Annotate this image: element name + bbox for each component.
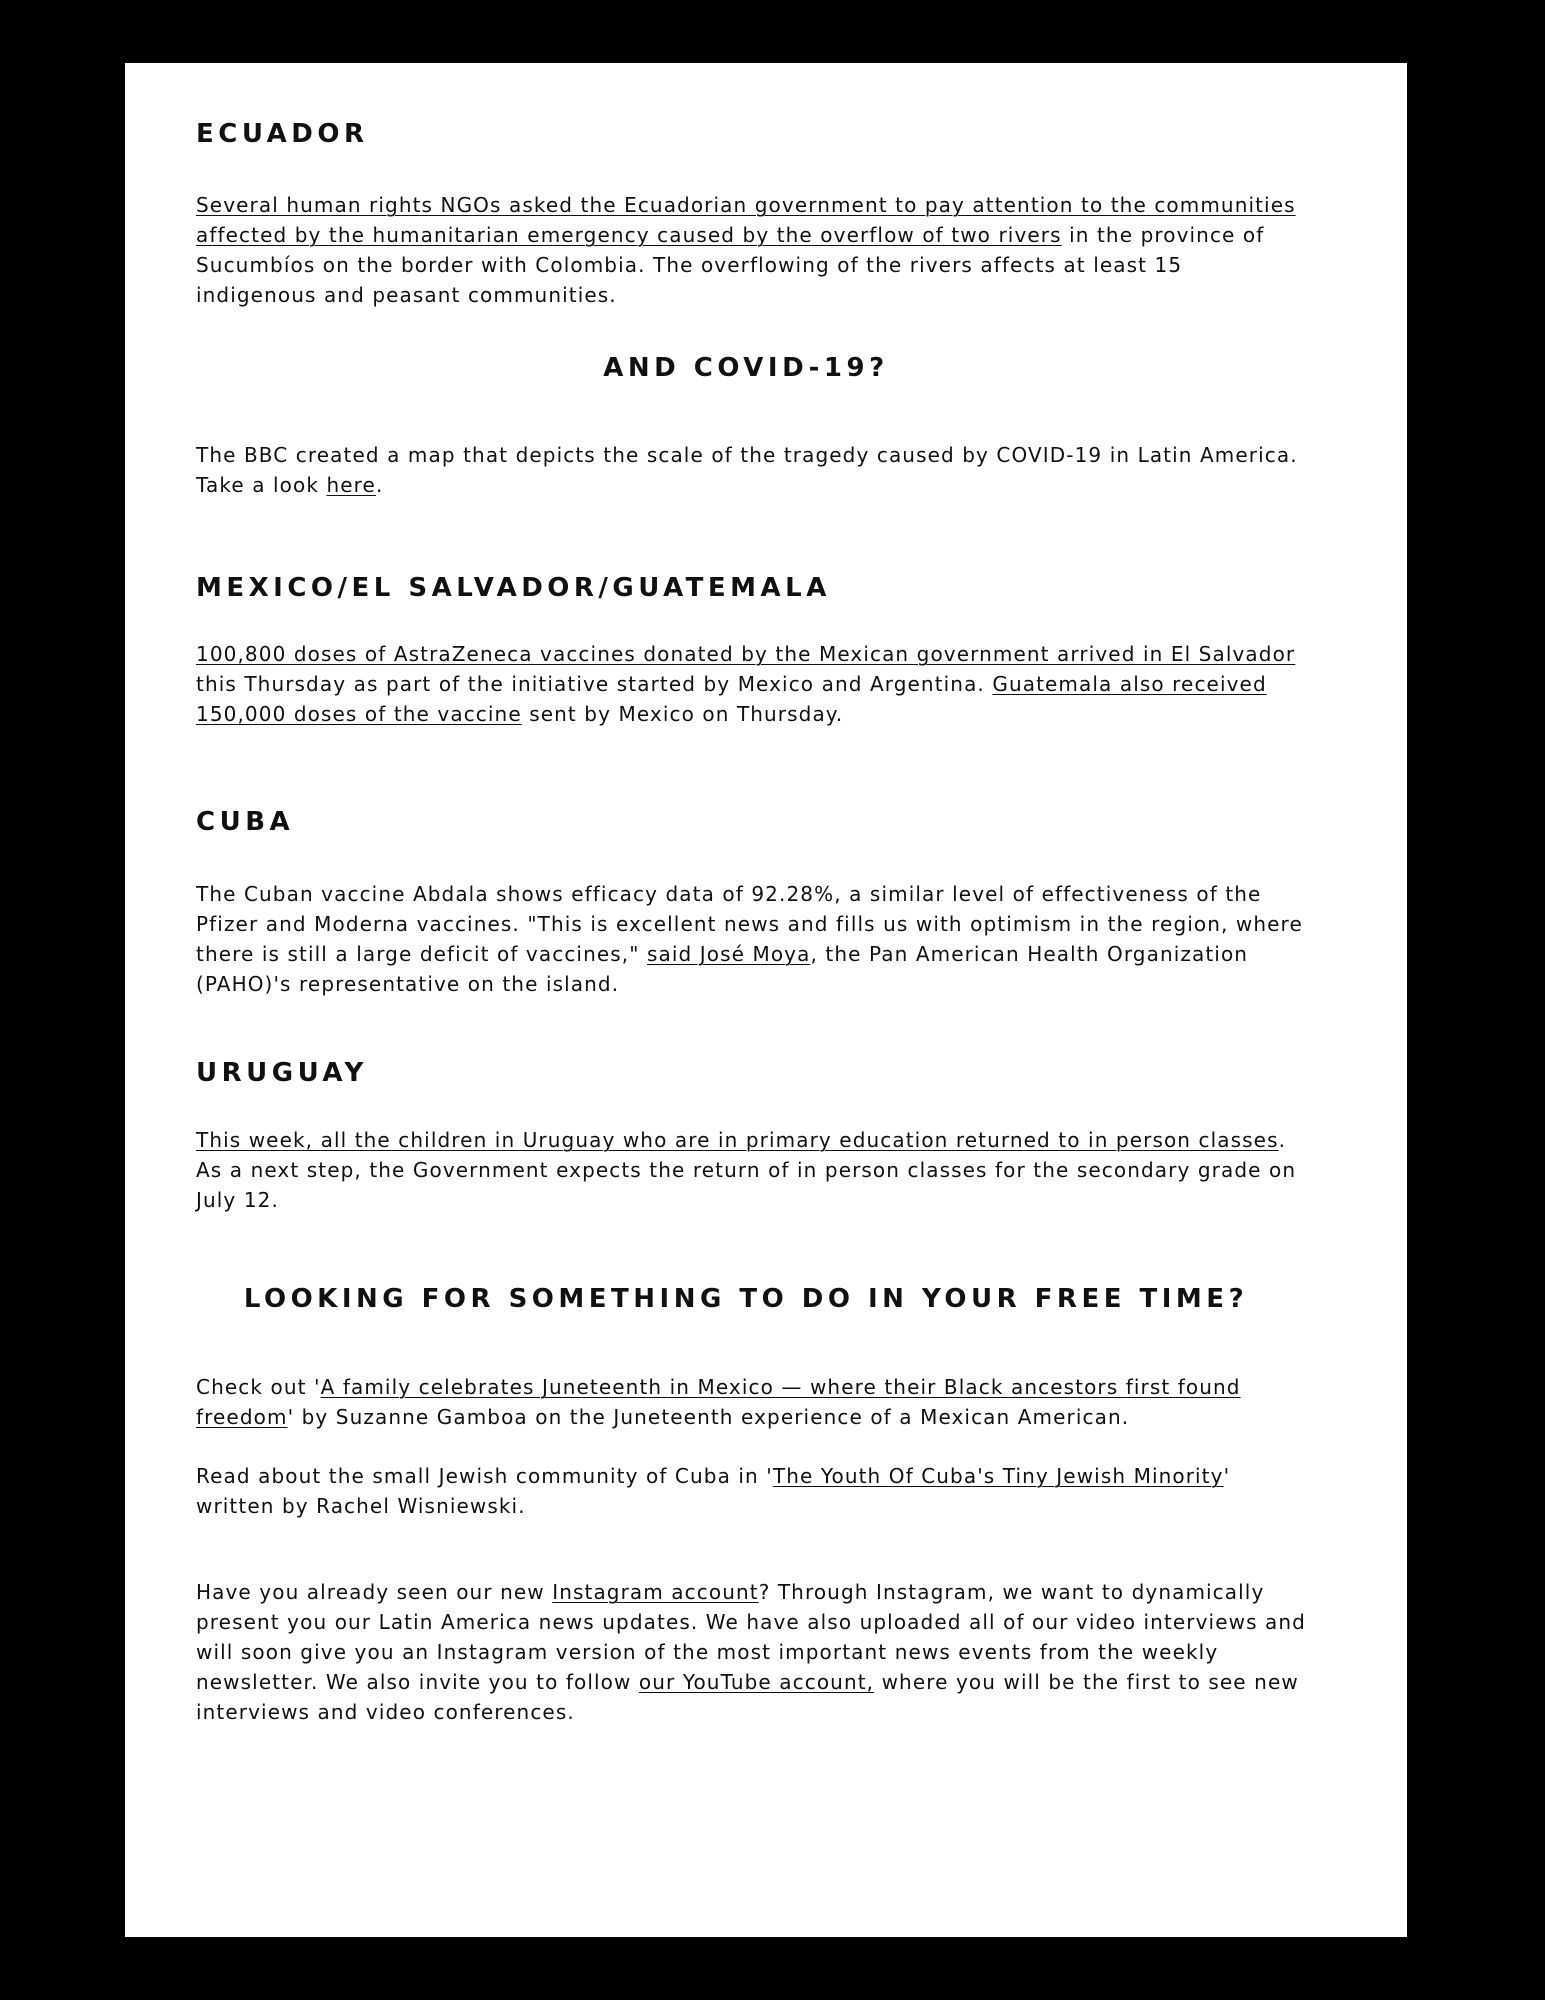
paragraph-mexico-end: sent by Mexico on Thursday. [521, 702, 844, 726]
link-youtube-account[interactable]: our YouTube account, [638, 1670, 875, 1694]
paragraph-covid-end: . [375, 473, 384, 497]
link-guatemala-doses[interactable]: Guatemala also received 150,000 doses of the vaccine [196, 672, 1267, 726]
paragraph-social-middle: ? Through Instagram, we want to dynamically present you our Latin America news updates. We have also uploaded all of our video interviews and will soon give you an Instagram version of the most important news events from the weekly newsletter. We also invite you to follow [196, 1580, 1306, 1694]
section-heading-ecuador: ECUADOR [196, 119, 369, 149]
paragraph-social [196, 1577, 1306, 1727]
link-jewish-cuba-article[interactable]: The Youth Of Cuba's Tiny Jewish Minority [772, 1464, 1224, 1488]
paragraph-ecuador-text: in the province of Sucumbíos on the border with Colombia. The overflowing of the rivers affects at least 15 indigenous and peasant communities. [196, 223, 1265, 307]
paragraph-covid-text: The BBC created a map that depicts the scale of the tragedy caused by COVID-19 in Latin America. Take a look [196, 443, 1298, 497]
link-ecuador-ngos[interactable]: Several human rights NGOs asked the Ecuadorian government to pay attention to the communities affected by the humanitarian emergency caused by the overflow of two rivers [196, 193, 1296, 247]
document-page [125, 63, 1407, 1937]
paragraph-social-end: where you will be the first to see new interviews and video conferences. [196, 1670, 1299, 1724]
paragraph-jewish-cuba [196, 1461, 1306, 1521]
paragraph-juneteenth-text: Check out ' [196, 1375, 321, 1399]
paragraph-juneteenth-end: ' by Suzanne Gamboa on the Juneteenth experience of a Mexican American. [287, 1405, 1130, 1429]
section-heading-uruguay: URUGUAY [196, 1058, 368, 1088]
link-uruguay-classes[interactable]: This week, all the children in Uruguay who are in primary education returned to in person classes [196, 1128, 1279, 1152]
paragraph-juneteenth [196, 1372, 1306, 1432]
section-heading-mexico: MEXICO/EL SALVADOR/GUATEMALA [196, 573, 831, 603]
link-astrazeneca-el-salvador[interactable]: 100,800 doses of AstraZeneca vaccines donated by the Mexican government arrived in El Salvador [196, 642, 1296, 666]
paragraph-cuba-end: , the Pan American Health Organization (PAHO)'s representative on the island. [196, 942, 1249, 996]
paragraph-jewish-cuba-end: ' written by Rachel Wisniewski. [196, 1464, 1231, 1518]
link-jose-moya[interactable]: said José Moya [646, 942, 811, 966]
paragraph-covid [196, 440, 1306, 500]
section-heading-covid: AND COVID-19? [603, 353, 889, 383]
paragraph-uruguay-text: . As a next step, the Government expects the return of in person classes for the secondary grade on July 12. [196, 1128, 1297, 1212]
paragraph-mexico-text: this Thursday as part of the initiative started by Mexico and Argentina. [196, 672, 993, 696]
paragraph-social-text: Have you already seen our new [196, 1580, 553, 1604]
link-juneteenth-article[interactable]: A family celebrates Juneteenth in Mexico — where their Black ancestors first found freedom [196, 1375, 1241, 1429]
section-heading-cuba: CUBA [196, 807, 295, 837]
link-bbc-map[interactable]: here [326, 473, 376, 497]
paragraph-ecuador [196, 190, 1306, 310]
link-instagram-account[interactable]: Instagram account [552, 1580, 759, 1604]
paragraph-mexico [196, 639, 1306, 729]
paragraph-uruguay [196, 1125, 1306, 1215]
paragraph-cuba [196, 879, 1306, 999]
section-heading-free-time: LOOKING FOR SOMETHING TO DO IN YOUR FREE TIME? [243, 1284, 1249, 1314]
paragraph-jewish-cuba-text: Read about the small Jewish community of Cuba in ' [196, 1464, 773, 1488]
paragraph-cuba-text: The Cuban vaccine Abdala shows efficacy data of 92.28%, a similar level of effectiveness of the Pfizer and Moderna vaccines. "This is excellent news and fills us with optimism in the region, where there is still a large deficit of vaccines," [196, 882, 1303, 966]
